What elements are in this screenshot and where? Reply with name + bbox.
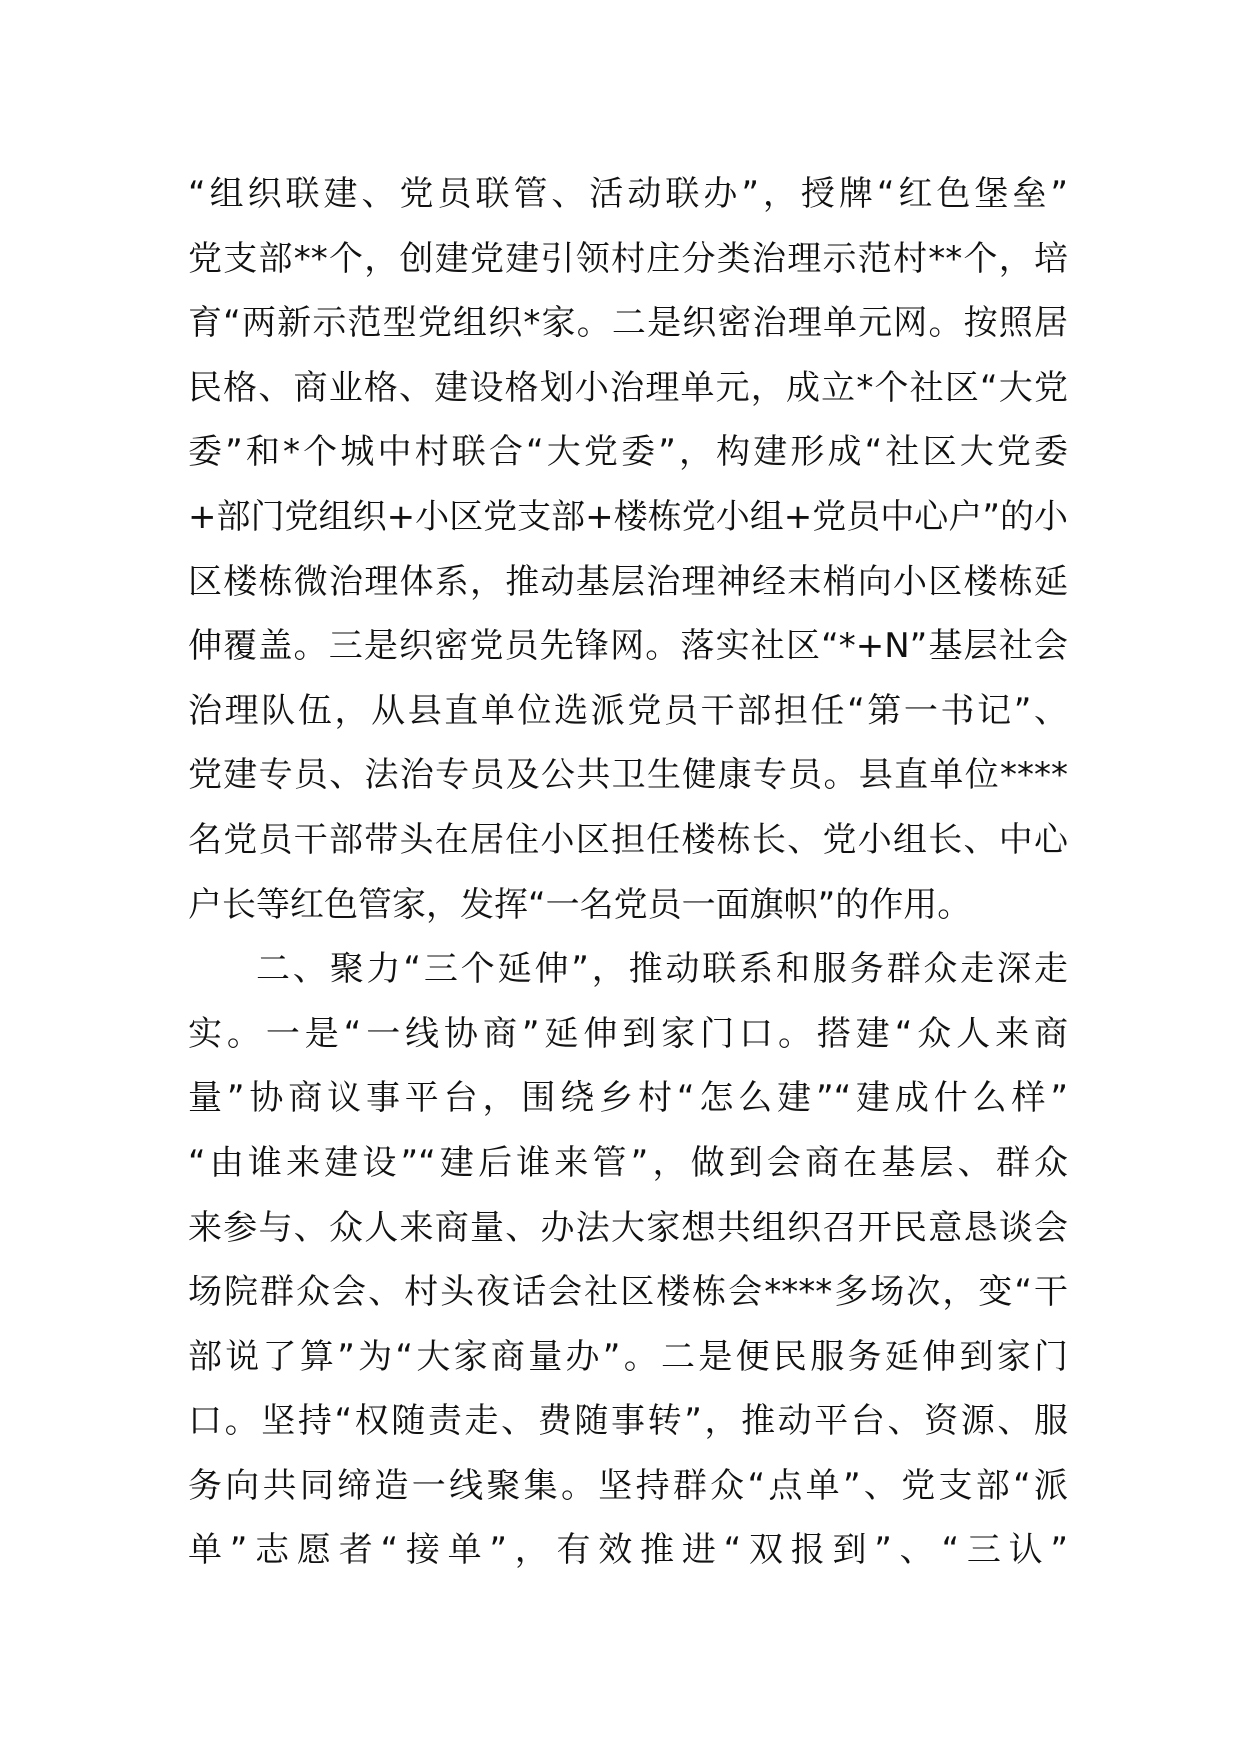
text-line: 来参与、众人来商量、办法大家想共组织召开民意恳谈会 [188, 1207, 1068, 1248]
text-line: “由谁来建设”“建后谁来管”，做到会商在基层、群众 [188, 1142, 1068, 1183]
text-line: 育“两新示范型党组织*家。二是织密治理单元网。按照居 [188, 303, 1068, 344]
text-line: 名党员干部带头在居住小区担任楼栋长、党小组长、中心 [188, 819, 1068, 860]
text-line: 单”志愿者“接单”，有效推进“双报到”、“三认” [188, 1530, 1068, 1571]
text-line: 委”和*个城中村联合“大党委”，构建形成“社区大党委 [188, 432, 1068, 473]
text-line: 党建专员、法治专员及公共卫生健康专员。县直单位**** [188, 755, 1068, 796]
text-line: 务向共同缔造一线聚集。坚持群众“点单”、党支部“派 [188, 1465, 1068, 1506]
text-line: 量”协商议事平台，围绕乡村“怎么建”“建成什么样” [188, 1078, 1068, 1119]
paragraph-2 [188, 937, 1068, 1583]
document-body [188, 162, 1068, 1583]
text-line: “组织联建、党员联管、活动联办”，授牌“红色堡垒” [188, 174, 1068, 214]
text-line: 实。一是“一线协商”延伸到家门口。搭建“众人来商 [188, 1013, 1068, 1054]
text-line: 户长等红色管家，发挥“一名党员一面旗帜”的作用。 [188, 884, 972, 925]
text-line: 治理队伍，从县直单位选派党员干部担任“第一书记”、 [188, 690, 1068, 731]
text-line: 民格、商业格、建设格划小治理单元，成立*个社区“大党 [188, 367, 1068, 408]
text-line: 部说了算”为“大家商量办”。二是便民服务延伸到家门 [188, 1336, 1068, 1377]
text-line: +部门党组织+小区党支部+楼栋党小组+党员中心户”的小 [188, 496, 1068, 537]
text-line: 口。坚持“权随责走、费随事转”，推动平台、资源、服 [188, 1401, 1068, 1442]
text-line: 区楼栋微治理体系，推动基层治理神经末梢向小区楼栋延 [188, 561, 1068, 602]
paragraph-1 [188, 162, 1068, 937]
text-line: 党支部**个，创建党建引领村庄分类治理示范村**个，培 [188, 238, 1068, 279]
text-line: 二、聚力“三个延伸”，推动联系和服务群众走深走 [256, 949, 1068, 990]
text-line: 伸覆盖。三是织密党员先锋网。落实社区“*+N”基层社会 [188, 626, 1068, 667]
text-line: 场院群众会、村头夜话会社区楼栋会****多场次，变“干 [188, 1272, 1068, 1313]
